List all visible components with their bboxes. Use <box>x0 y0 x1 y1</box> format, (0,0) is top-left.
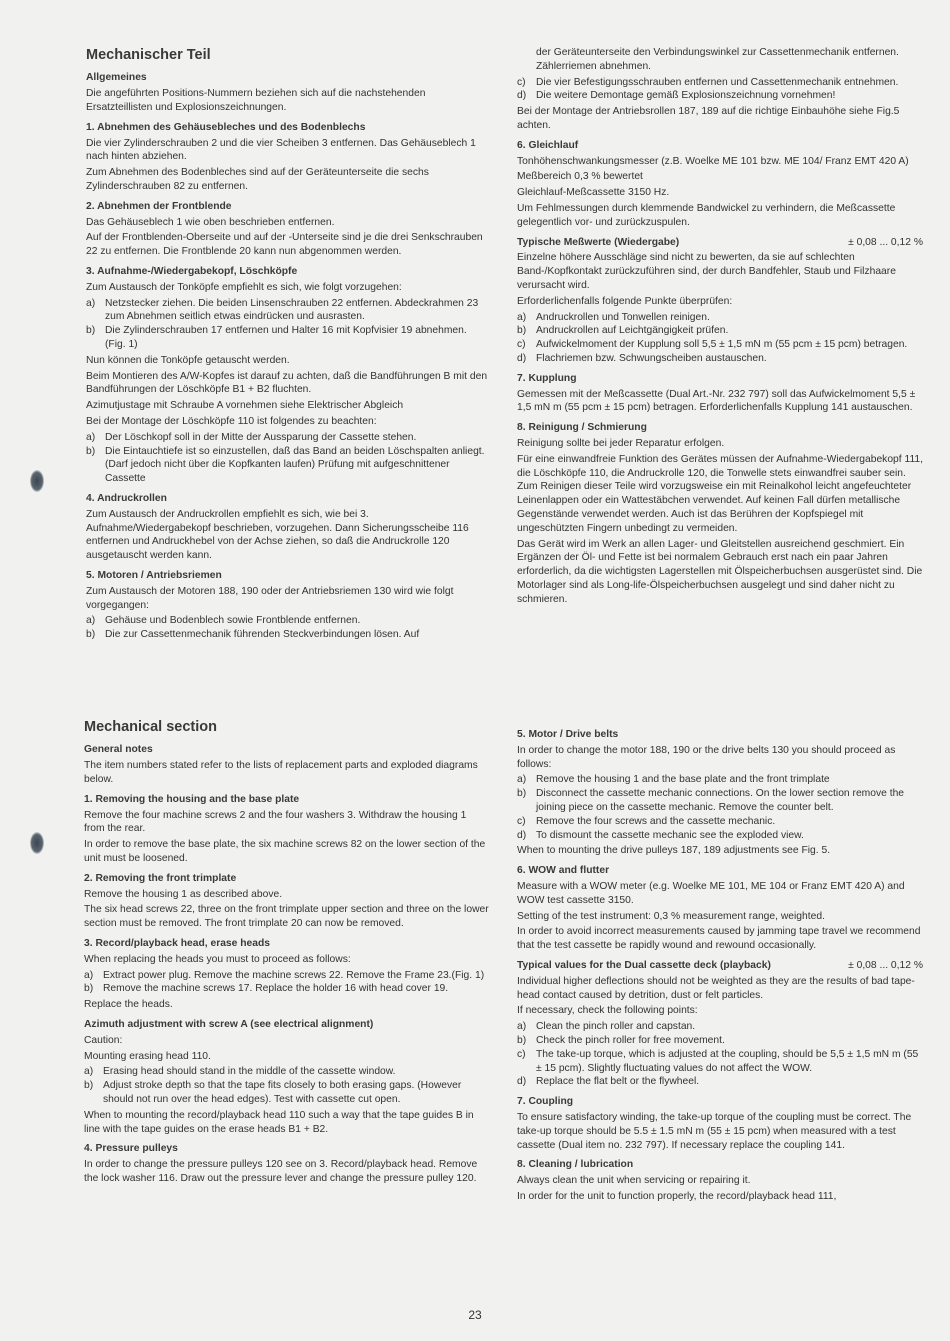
paragraph: Die angeführten Positions-Nummern beziehen sich auf die nachstehenden Ersatzteillisten und Explosionszeichnungen. <box>86 88 426 114</box>
paragraph: Always clean the unit when servicing or repairing it. <box>517 1175 751 1187</box>
list-text: Remove the machine screws 17. Replace the holder 16 with head cover 19. <box>103 983 449 995</box>
paragraph: Auf der Frontblenden-Oberseite und auf der -Unterseite sind je die drei Senkschrauben 22 zu entfernen. Die Frontblende 20 kann nun abgenommen werden. <box>86 232 483 258</box>
paragraph: The six head screws 22, three on the front trimplate upper section and three on the lower section must be removed. The front trimplate 20 can now be removed. <box>84 904 489 930</box>
list-label: d) <box>517 352 527 364</box>
list-label: d) <box>517 829 527 841</box>
paragraph: Measure with a WOW meter (e.g. Woelke ME 101, ME 104 or Franz EMT 420 A) and WOW test cassette 3150. <box>517 880 905 906</box>
paragraph: Zum Austausch der Tonköpfe empfiehlt es sich, wie folgt vorzugehen: <box>86 281 402 293</box>
list-text: Andruckrollen auf Leichtgängigkeit prüfen. <box>536 325 729 337</box>
list-label: b) <box>84 1080 94 1092</box>
section-heading: 6. Gleichlauf <box>517 139 579 151</box>
list-item <box>517 1048 923 1076</box>
list-text: Extract power plug. Remove the machine screws 22. Remove the Frame 23.(Fig. 1) <box>103 969 485 981</box>
list-text: Aufwickelmoment der Kupplung soll 5,5 ± 1,5 mN m (55 pcm ± 15 pcm) betragen. <box>536 339 908 351</box>
list-text: Die zur Cassettenmechanik führenden Steckverbindungen lösen. Auf <box>105 629 420 641</box>
typical-values-label: Typical values for the Dual cassette deck (playback) <box>517 959 771 971</box>
list-label: b) <box>86 629 96 641</box>
list-item <box>84 1079 489 1107</box>
paragraph: Reinigung sollte bei jeder Reparatur erfolgen. <box>517 437 725 449</box>
list-item <box>517 324 923 338</box>
list-item <box>84 982 489 996</box>
paragraph: Um Fehlmessungen durch klemmende Bandwickel zu verhindern, die Meßcassette gelegentlich vor- und zurückzuspulen. <box>517 202 896 228</box>
list-item <box>86 431 490 445</box>
paragraph: Beim Montieren des A/W-Kopfes ist darauf zu achten, daß die Bandführungen B mit den Bandführungen der Löschköpfe B1 + B2 fluchten. <box>86 370 488 396</box>
list-text: Die Zylinderschrauben 17 entfernen und Halter 16 mit Kopfvisier 19 abnehmen. (Fig. 1) <box>105 325 467 350</box>
list-label: b) <box>84 983 94 995</box>
list-text: Andruckrollen und Tonwellen reinigen. <box>536 311 710 323</box>
list-text: Flachriemen bzw. Schwungscheiben austauschen. <box>536 352 767 364</box>
paragraph: The item numbers stated refer to the lists of replacement parts and exploded diagrams below. <box>84 760 478 786</box>
paragraph: Bei der Montage der Antriebsrollen 187, 189 auf die richtige Einbauhöhe siehe Fig.5 achten. <box>517 106 900 131</box>
section-heading: 5. Motoren / Antriebsriemen <box>86 569 222 581</box>
paragraph: Remove the four machine screws 2 and the four washers 3. Withdraw the housing 1 from the rear. <box>84 809 467 835</box>
list-label: a) <box>517 774 527 786</box>
paragraph: Zum Austausch der Motoren 188, 190 oder der Antriebsriemen 130 wird wie folgt vorgegangen: <box>86 585 454 611</box>
list-label: b) <box>517 1034 527 1046</box>
list-text: The take-up torque, which is adjusted at the coupling, should be 5,5 ± 1,5 mN m (55 ± 15 pcm). Slightly fluctuating values do not affect the WOW. <box>536 1048 919 1074</box>
list-label: a) <box>517 1021 527 1033</box>
paragraph: Zum Abnehmen des Bodenbleches sind auf der Geräteunterseite die sechs Zylinderschrauben 82 zu entfernen. <box>86 167 429 192</box>
section-heading: Allgemeines <box>86 72 147 84</box>
step-list <box>517 311 923 366</box>
list-item <box>517 352 923 366</box>
paragraph: When to mounting the record/playback head 110 such a way that the tape guides B in line with the tape guides on the erase heads B1 + B2. <box>84 1109 474 1135</box>
list-label: b) <box>86 325 96 337</box>
punch-hole-top <box>30 470 44 492</box>
list-label: d) <box>517 90 527 102</box>
section-heading: 3. Record/playback head, erase heads <box>84 937 271 949</box>
list-text: Check the pinch roller for free movement. <box>536 1034 725 1046</box>
paragraph: In order to avoid incorrect measurements caused by jamming tape travel we recommend that the test cassette be rapidly wound and rewound occasionally. <box>517 926 921 952</box>
list-text: Replace the flat belt or the flywheel. <box>536 1076 700 1088</box>
section-title: Mechanical section <box>84 719 217 735</box>
section-title: Mechanischer Teil <box>86 47 211 63</box>
list-item <box>517 829 923 843</box>
list-text: Gehäuse und Bodenblech sowie Frontblende entfernen. <box>105 615 361 627</box>
list-text: Der Löschkopf soll in der Mitte der Aussparung der Cassette stehen. <box>105 431 417 443</box>
list-label: a) <box>86 615 96 627</box>
list-item <box>517 1034 923 1048</box>
section-heading: 8. Reinigung / Schmierung <box>517 422 647 434</box>
step-list <box>84 969 489 997</box>
typical-values-row <box>517 959 923 973</box>
list-item <box>517 338 923 352</box>
section-heading: 4. Pressure pulleys <box>84 1143 178 1155</box>
paragraph: In order to change the motor 188, 190 or the drive belts 130 you should proceed as follows: <box>517 744 896 770</box>
list-label: a) <box>517 311 527 323</box>
step-list <box>86 431 490 486</box>
step-list <box>517 773 923 842</box>
list-item <box>517 89 923 103</box>
paragraph: Meßbereich 0,3 % bewertet <box>517 171 643 183</box>
list-item <box>517 773 923 787</box>
section-heading: 5. Motor / Drive belts <box>517 729 619 740</box>
paragraph: der Geräteunterseite den Verbindungswinkel zur Cassettenmechanik entfernen. Zählerriemen abnehmen. <box>536 47 899 72</box>
paragraph: Replace the heads. <box>84 999 173 1011</box>
list-item <box>84 969 489 983</box>
paragraph: If necessary, check the following points: <box>517 1005 698 1017</box>
paragraph: Zum Austausch der Andruckrollen empfiehlt es sich, wie bei 3. Aufnahme/Wiedergabekopf beschrieben, vorzugehen. Dann Sicherungsscheibe 116 entfernen und Andruckhebel von der Achse ziehen, so daß die Andruckrolle 120 ausgetauscht werden kann. <box>86 508 469 562</box>
paragraph: To ensure satisfactory winding, the take-up torque of the coupling must be correct. The take-up torque should be 5.5 ± 1.5 mN m (55 ± 15 pcm) when measured with a test cassette (Dual item no. 232 797). If necessary replace the coupling 141. <box>517 1111 912 1151</box>
section-heading: 6. WOW and flutter <box>517 865 610 877</box>
paragraph: In order to remove the base plate, the six machine screws 82 on the lower section of the unit must be loosened. <box>84 839 486 864</box>
list-item <box>517 76 923 90</box>
typical-values-row <box>517 236 923 250</box>
section-heading: 2. Removing the front trimplate <box>84 872 237 884</box>
list-label: b) <box>517 325 527 337</box>
list-item <box>517 1075 923 1089</box>
section-heading: 7. Kupplung <box>517 372 577 384</box>
list-label: a) <box>84 1066 94 1078</box>
step-list <box>84 1065 489 1106</box>
typical-values-value: ± 0,08 ... 0,12 % <box>848 236 923 248</box>
paragraph: Setting of the test instrument: 0,3 % measurement range, weighted. <box>517 910 825 922</box>
paragraph: Azimutjustage mit Schraube A vornehmen siehe Elektrischer Abgleich <box>86 400 404 412</box>
list-label: a) <box>86 297 96 309</box>
paragraph: Tonhöhenschwankungsmesser (z.B. Woelke ME 101 bzw. ME 104/ Franz EMT 420 A) <box>517 155 909 167</box>
paragraph: When replacing the heads you must to proceed as follows: <box>84 953 351 965</box>
paragraph: Remove the housing 1 as described above. <box>84 888 283 900</box>
paragraph: Erforderlichenfalls folgende Punkte überprüfen: <box>517 295 733 307</box>
list-label: c) <box>517 1048 526 1060</box>
list-label: b) <box>517 788 527 800</box>
page-number: 23 <box>468 1308 482 1322</box>
paragraph: Das Gehäuseblech 1 wie oben beschrieben entfernen. <box>86 216 335 228</box>
list-text: Die weitere Demontage gemäß Explosionszeichnung vornehmen! <box>536 90 836 102</box>
paragraph: Einzelne höhere Ausschläge sind nicht zu bewerten, da sie auf schlechten Band-/Kopfkontakt zurückzuführen sind, der durch Bandfehler, Staub und Filzhaare verursacht wird. <box>517 252 896 291</box>
section-heading: 1. Abnehmen des Gehäusebleches und des Bodenblechs <box>86 121 366 133</box>
list-text: Netzstecker ziehen. Die beiden Linsenschrauben 22 entfernen. Abdeckrahmen 23 zum Abnehmen seitlich etwas eindrücken und ausrasten. <box>105 297 479 323</box>
list-item <box>86 445 490 486</box>
paragraph: Bei der Montage der Löschköpfe 110 ist folgendes zu beachten: <box>86 415 377 427</box>
list-text: Remove the four screws and the cassette mechanic. <box>536 815 776 827</box>
section-heading: 1. Removing the housing and the base plate <box>84 793 300 805</box>
list-label: d) <box>517 1076 527 1088</box>
list-label: c) <box>517 339 526 351</box>
punch-hole-bottom <box>30 832 44 854</box>
list-label: c) <box>517 815 526 827</box>
paragraph: Die vier Zylinderschrauben 2 und die vier Scheiben 3 entfernen. Das Gehäuseblech 1 nach hinten abziehen. <box>86 137 476 163</box>
section-heading: 2. Abnehmen der Frontblende <box>86 200 232 212</box>
list-text: Clean the pinch roller and capstan. <box>536 1021 696 1033</box>
paragraph: Individual higher deflections should not be weighted as they are the results of bad tape-head contact caused by detrition, dust or felt particles. <box>517 975 915 1001</box>
section-heading: 4. Andruckrollen <box>86 492 167 504</box>
list-item <box>517 787 923 815</box>
list-item <box>517 1020 923 1034</box>
step-list <box>86 614 490 642</box>
paragraph: Gemessen mit der Meßcassette (Dual Art.-Nr. 232 797) soll das Aufwickelmoment 5,5 ± 1,5 mN m (55 pcm ± 15 pcm) betragen. Erforderlichenfalls Kupplung 141 austauschen. <box>517 388 916 414</box>
paragraph: When to mounting the drive pulleys 187, 189 adjustments see Fig. 5. <box>517 845 831 857</box>
list-text: Disconnect the cassette mechanic connections. On the lower section remove the joining piece on the cassette mechanic. Remove the counter belt. <box>536 788 905 813</box>
list-label: a) <box>86 431 96 443</box>
english-left-column <box>84 718 489 1188</box>
step-list <box>86 297 490 352</box>
list-item <box>517 311 923 325</box>
list-item <box>86 324 490 352</box>
paragraph: Caution: <box>84 1034 123 1046</box>
paragraph: Das Gerät wird im Werk an allen Lager- und Gleitstellen ausreichend geschmiert. Ein Ergänzen der Öl- und Fette ist bei normalem Gebrauch erst nach ein paar Jahren erforderlich, da die wichtigsten Lagerstellen mit Ölspeicherbuchsen ausgerüstet sind. Die Motorlager sind als Long-life-Ölspeicherbuchsen ausgelegt und sind daher nicht zu schmieren. <box>517 538 923 605</box>
list-item <box>86 297 490 325</box>
section-heading: 3. Aufnahme-/Wiedergabekopf, Löschköpfe <box>86 265 298 277</box>
paragraph: In order to change the pressure pulleys 120 see on 3. Record/playback head. Remove the lock washer 116. Draw out the pressure lever and change the pressure pulley 120. <box>84 1159 478 1184</box>
section-heading: General notes <box>84 744 153 756</box>
list-item <box>84 1065 489 1079</box>
list-text: Remove the housing 1 and the base plate and the front trimplate <box>536 774 830 786</box>
paragraph: Nun können die Tonköpfe getauscht werden. <box>86 354 290 366</box>
step-list <box>517 76 923 104</box>
list-text: Erasing head should stand in the middle of the cassette window. <box>103 1066 396 1078</box>
typical-values-label: Typische Meßwerte (Wiedergabe) <box>517 236 680 248</box>
section-heading: 8. Cleaning / lubrication <box>517 1159 634 1171</box>
paragraph: Für eine einwandfreie Funktion des Gerätes müssen der Aufnahme-Wiedergabekopf 111, die Löschköpfe 110, die Andruckrolle 120, die Tonwelle stets einwandfrei sauber sein. Zum Reinigen dieser Teile wird vorzugsweise ein mit Reinalkohol leicht angefeuchteter Leinenlappen oder ein Wattestäbchen verwendet. Auf keinen Fall dürfen metallische Gegenstände verwendet werden. Auch ist das Berühren der Kopfspiegel mit ungeschützten Fingern unbedingt zu vermeiden. <box>517 453 924 534</box>
german-right-column <box>517 46 923 608</box>
paragraph: Gleichlauf-Meßcassette 3150 Hz. <box>517 187 670 199</box>
list-text: Adjust stroke depth so that the tape fits closely to both erasing gaps. (However should not run over the head edges). Test with cassette cut open. <box>103 1080 462 1105</box>
section-heading: Azimuth adjustment with screw A (see electrical alignment) <box>84 1018 374 1030</box>
list-item <box>517 815 923 829</box>
english-right-column <box>517 728 923 1206</box>
list-label: a) <box>84 969 94 981</box>
list-text: To dismount the cassette mechanic see the exploded view. <box>536 829 804 841</box>
list-item <box>86 614 490 628</box>
paragraph: In order for the unit to function properly, the record/playback head 111, <box>517 1190 837 1202</box>
section-heading: 7. Coupling <box>517 1096 574 1108</box>
list-text: Die Eintauchtiefe ist so einzustellen, daß das Band an beiden Löschspalten anliegt. (Darf jedoch nicht über die Kopfkanten laufen) Prüfung mit aufgeschnittener Cassette <box>105 445 485 485</box>
list-item <box>86 628 490 642</box>
list-label: c) <box>517 76 526 88</box>
german-left-column <box>86 46 490 644</box>
typical-values-value: ± 0,08 ... 0,12 % <box>848 959 923 971</box>
paragraph: Mounting erasing head 110. <box>84 1050 211 1062</box>
list-text: Die vier Befestigungsschrauben entfernen und Cassettenmechanik entnehmen. <box>536 76 899 88</box>
step-list <box>517 1020 923 1089</box>
list-label: b) <box>86 445 96 457</box>
